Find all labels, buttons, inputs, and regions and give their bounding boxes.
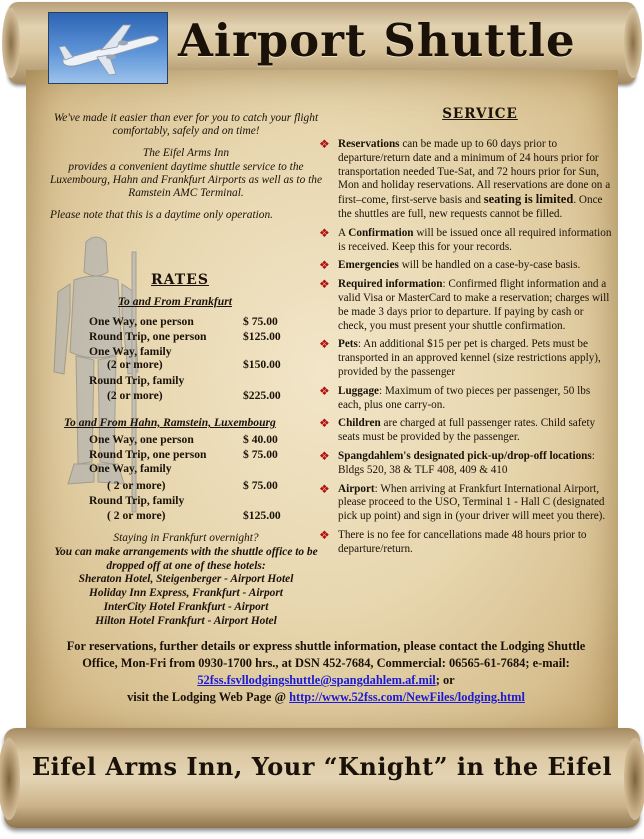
footer-tagline: Eifel Arms Inn, Your “Knight” in the Eifel [31,752,613,781]
hotel-item: InterCity Hotel Frankfurt - Airport [103,600,269,613]
intro-inn-name: The Eifel Arms Inn [142,147,230,160]
intro-service-description: provides a convenient daytime shuttle service to the Luxembourg, Hahn and Frankfurt Airports as well as to the Ramstein AMC Terminal. [49,160,323,200]
overnight-lead: You can make arrangements with the shuttle office to be dropped off at one of these hotels: [54,545,318,572]
service-item-strong: Required information [338,278,443,291]
service-item [318,483,614,524]
lodging-web-link[interactable]: http://www.52fss.com/NewFiles/lodging.html [289,690,525,704]
service-item-strong: Luggage [338,384,380,397]
diamond-bullet-icon: ❖ [319,448,330,463]
rate-label: Round Trip, family [89,494,185,507]
rate-sublabel: (2 or more) [107,358,163,371]
service-item-text: : Confirmed flight information and a valid Visa or MasterCard to make a reservation; charges will be made 3 days prior to departure. If paying by cash or check, you must present your shuttle confirmation. [338,278,610,332]
service-item-text: are charged at full passenger rates. Child safety seats must be provided by the passenger. [338,417,596,444]
diamond-bullet-icon: ❖ [319,225,330,240]
hotel-item: Sheraton Hotel, Steigenberger - Airport Hotel [78,573,294,586]
email-link[interactable]: 52fss.fsvllodgingshuttle@spangdahlem.af.mil [197,673,436,687]
diamond-bullet-icon: ❖ [319,277,330,292]
service-item-text: can be made up to 60 days prior to departure/return date and a minimum of 24 hours prior for transportation needed Tue-Sat, and 72 hours prior for Sun, Mon and holiday reservations. All reservations are done on a first–come, first-serve basis and [338,138,611,207]
rate-label: Round Trip, one person [89,448,207,461]
service-item-text: . Once the shuttles are full, new requests cannot be filled. [338,194,603,220]
rate-amount: $125.00 [243,330,281,343]
intro-paragraph-2 [44,147,328,200]
intro-paragraph-1: We've made it easier than ever for you to catch your flight comfortably, safely and on time! [53,112,319,138]
service-item-strong: seating is limited [483,192,574,207]
rate-sublabel: (2 or more) [107,389,163,402]
service-item-strong: Airport [338,482,375,495]
diamond-bullet-icon: ❖ [319,258,330,273]
service-item-strong: Emergencies [338,259,399,272]
service-item-strong: Pets [338,338,358,351]
overnight-section [36,532,336,629]
rate-amount: $ 40.00 [243,433,278,446]
contact-text: ; or [435,673,455,687]
service-item [318,259,614,273]
service-item [318,227,614,255]
airplane-icon [49,13,167,83]
service-item [318,138,614,222]
service-item [318,278,614,333]
service-item [318,450,614,478]
service-item-text: : Maximum of two pieces per passenger, 50 lbs each, plus one carry-on. [338,384,591,411]
diamond-bullet-icon: ❖ [319,481,330,496]
hotel-item: Holiday Inn Express, Frankfurt - Airport [89,587,283,600]
rate-label: Round Trip, family [89,374,185,387]
page-title: Airport Shuttle [178,14,576,67]
intro-paragraph-3: Please note that this is a daytime only operation. [50,209,274,222]
service-item [318,417,614,445]
rate-label: One Way, one person [89,315,194,328]
rate-amount: $225.00 [243,389,281,402]
service-item [318,338,614,379]
hotel-item: Hilton Hotel Frankfurt - Airport Hotel [95,614,277,627]
rate-sublabel: ( 2 or more) [107,479,166,492]
diamond-bullet-icon: ❖ [319,383,330,398]
service-item-text: : An additional $15 per pet is charged. Pets must be transported in an approved kennel (size restrictions apply), provided by the passenger [338,338,601,378]
rate-amount: $ 75.00 [243,315,278,328]
overnight-question: Staying in Frankfurt overnight? [113,532,259,544]
intro-text [44,112,328,231]
service-item-strong: Reservations [338,138,400,150]
service-item-text: There is no fee for cancellations made 48 hours prior to departure/return. [338,528,587,555]
service-item-text: : When arriving at Frankfurt International Airport, please proceed to the USO, Terminal 1 - Hall C (designated pick up point) and sign in (your driver will meet you there). [338,482,606,523]
service-item [318,385,614,413]
contact-text: visit the Lodging Web Page @ [127,690,290,704]
rate-amount: $150.00 [243,358,281,371]
airplane-image [48,12,168,84]
rates-heading: RATES [151,272,209,288]
service-item-strong: Children [338,417,381,430]
service-item-text: will be issued once all required information is received. Keep this for your records. [338,226,612,253]
service-item-text: will be handled on a case-by-case basis. [398,259,581,272]
diamond-bullet-icon: ❖ [319,337,330,352]
rate-label: One Way, family [89,462,172,475]
rate-amount: $ 75.00 [243,479,278,492]
rate-sublabel: ( 2 or more) [107,509,166,522]
contact-text: For reservations, further details or express shuttle information, please contact the Lodging Shuttle Office, Mon-Fri from 0930-1700 hrs., at DSN 452-7684, Commercial: 06565-61-7684; e-mail: [66,639,586,670]
hahn-rates-heading: To and From Hahn, Ramstein, Luxembourg [64,416,276,429]
service-item-strong: Spangdahlem's designated pick-up/drop-off locations [338,449,592,462]
rate-label: One Way, one person [89,433,194,446]
diamond-bullet-icon: ❖ [319,416,330,431]
frankfurt-rates-heading: To and From Frankfurt [118,295,232,308]
rate-label: One Way, family [89,345,172,358]
rate-amount: $ 75.00 [243,448,278,461]
service-item [318,529,614,557]
rate-amount: $125.00 [243,509,281,522]
service-item-pre: A [338,226,349,239]
diamond-bullet-icon: ❖ [319,527,330,542]
service-heading: SERVICE [442,106,518,122]
service-item-text: : Bldgs 520, 38 & TLF 408, 409 & 410 [338,449,595,476]
diamond-bullet-icon: ❖ [319,137,330,151]
service-item-strong: Confirmation [348,226,414,239]
rate-label: Round Trip, one person [89,330,207,343]
contact-info [52,638,600,706]
service-list [318,138,614,562]
